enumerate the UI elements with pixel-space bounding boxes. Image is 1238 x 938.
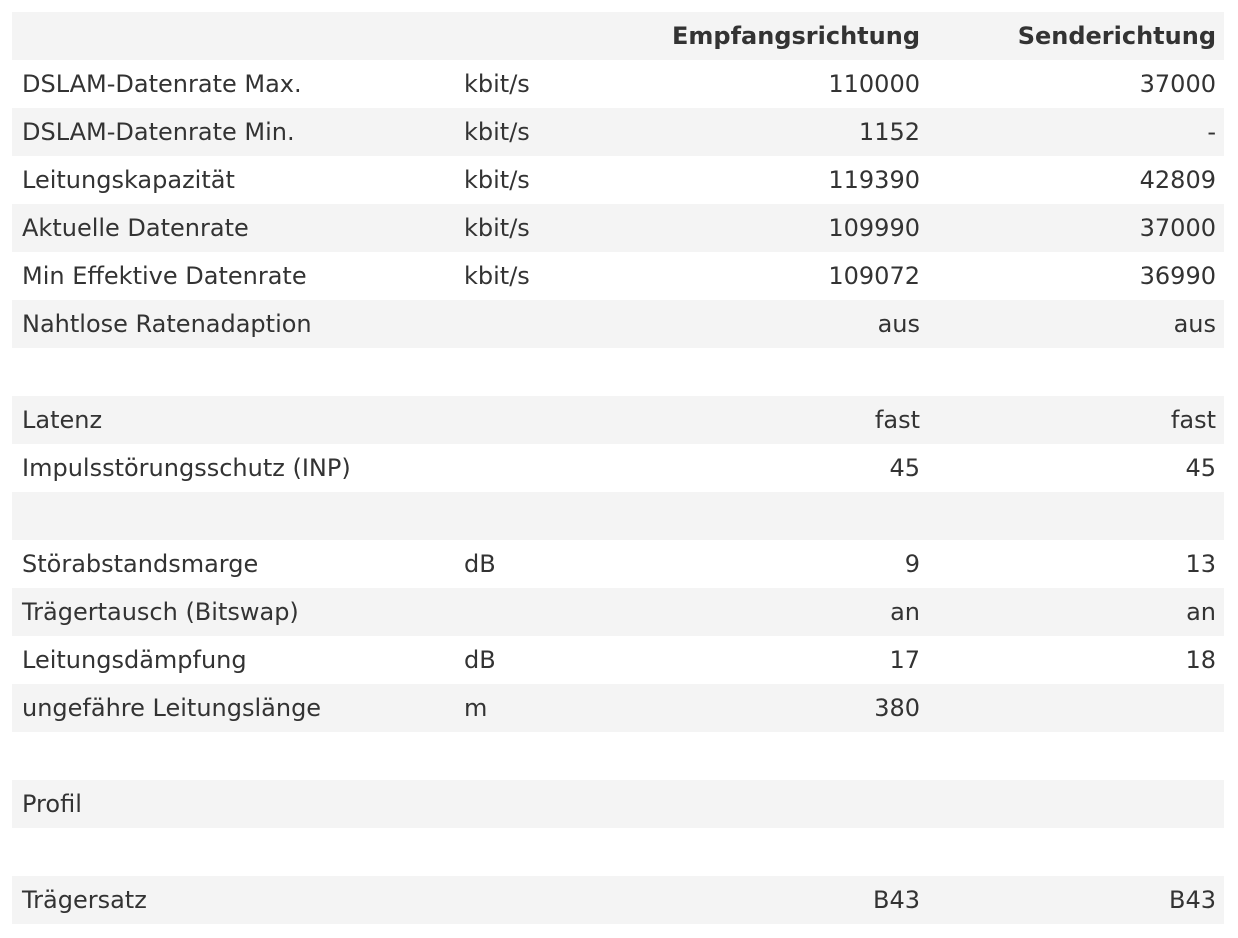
row-unit: kbit/s xyxy=(464,214,530,242)
table-row xyxy=(12,300,1224,348)
table-row xyxy=(12,588,1224,636)
row-label xyxy=(12,348,454,396)
row-unit xyxy=(454,444,594,492)
row-downstream-value: aus xyxy=(877,310,920,338)
table-row xyxy=(12,780,1224,828)
row-unit xyxy=(454,780,594,828)
table-row xyxy=(12,156,1224,204)
row-downstream-value: 17 xyxy=(889,646,920,674)
row-downstream-value: fast xyxy=(874,406,920,434)
row-label: DSLAM-Datenrate Min. xyxy=(22,118,295,146)
table-row xyxy=(12,444,1224,492)
row-label xyxy=(12,732,454,780)
table-row xyxy=(12,540,1224,588)
row-downstream-value xyxy=(594,348,928,396)
dsl-line-info-panel xyxy=(12,12,1224,924)
row-label xyxy=(12,828,454,876)
row-label: Profil xyxy=(22,790,82,818)
table-spacer-row xyxy=(12,348,1224,396)
row-unit: m xyxy=(464,694,488,722)
row-label: ungefähre Leitungslänge xyxy=(22,694,322,722)
header-unit xyxy=(454,12,594,60)
row-unit: kbit/s xyxy=(464,70,530,98)
row-label: Latenz xyxy=(22,406,103,434)
row-upstream-value: 13 xyxy=(1185,550,1216,578)
row-downstream-value xyxy=(594,828,928,876)
table-row xyxy=(12,636,1224,684)
row-unit xyxy=(454,348,594,396)
table-row xyxy=(12,60,1224,108)
row-downstream-value: 1152 xyxy=(858,118,920,146)
table-row xyxy=(12,876,1224,924)
row-downstream-value: 109072 xyxy=(828,262,920,290)
table-row xyxy=(12,684,1224,732)
row-downstream-value xyxy=(594,492,928,540)
row-label: Min Effektive Datenrate xyxy=(22,262,307,290)
row-downstream-value: 119390 xyxy=(828,166,920,194)
row-downstream-value: an xyxy=(890,598,920,626)
row-label: Trägersatz xyxy=(22,886,147,914)
table-spacer-row xyxy=(12,828,1224,876)
table-spacer-row xyxy=(12,492,1224,540)
row-upstream-value: 18 xyxy=(1185,646,1216,674)
row-downstream-value: 110000 xyxy=(828,70,920,98)
row-upstream-value: aus xyxy=(1173,310,1216,338)
row-upstream-value: 42809 xyxy=(1139,166,1216,194)
row-unit: kbit/s xyxy=(464,118,530,146)
row-upstream-value xyxy=(928,492,1224,540)
table-row xyxy=(12,252,1224,300)
row-unit: dB xyxy=(464,550,496,578)
row-unit xyxy=(454,300,594,348)
row-downstream-value: 380 xyxy=(874,694,920,722)
table-header-row xyxy=(12,12,1224,60)
row-unit xyxy=(454,732,594,780)
table-row xyxy=(12,108,1224,156)
row-unit: kbit/s xyxy=(464,166,530,194)
row-unit xyxy=(454,876,594,924)
row-downstream-value xyxy=(594,732,928,780)
row-upstream-value: 37000 xyxy=(1139,70,1216,98)
row-upstream-value: 45 xyxy=(1185,454,1216,482)
row-upstream-value xyxy=(928,828,1224,876)
row-downstream-value: 9 xyxy=(904,550,920,578)
row-label: Nahtlose Ratenadaption xyxy=(22,310,312,338)
row-label: Leitungskapazität xyxy=(22,166,235,194)
row-upstream-value: an xyxy=(1186,598,1216,626)
row-downstream-value: 45 xyxy=(889,454,920,482)
row-label: Aktuelle Datenrate xyxy=(22,214,249,242)
row-upstream-value: 36990 xyxy=(1139,262,1216,290)
row-upstream-value: 37000 xyxy=(1139,214,1216,242)
table-spacer-row xyxy=(12,732,1224,780)
row-label: Störabstandsmarge xyxy=(22,550,259,578)
table-row xyxy=(12,396,1224,444)
header-downstream: Empfangsrichtung xyxy=(672,22,920,50)
row-unit xyxy=(454,396,594,444)
row-upstream-value xyxy=(928,780,1224,828)
row-label: DSLAM-Datenrate Max. xyxy=(22,70,302,98)
row-label: Trägertausch (Bitswap) xyxy=(22,598,299,626)
row-upstream-value xyxy=(928,348,1224,396)
header-upstream: Senderichtung xyxy=(1017,22,1216,50)
row-label xyxy=(12,492,454,540)
row-label: Impulsstörungsschutz (INP) xyxy=(22,454,351,482)
dsl-line-info-table xyxy=(12,12,1224,924)
row-upstream-value: - xyxy=(1207,118,1216,146)
row-unit xyxy=(454,588,594,636)
row-unit xyxy=(454,492,594,540)
row-downstream-value xyxy=(594,780,928,828)
row-downstream-value: 109990 xyxy=(828,214,920,242)
row-upstream-value xyxy=(928,684,1224,732)
header-label xyxy=(12,12,454,60)
row-upstream-value: fast xyxy=(1170,406,1216,434)
row-upstream-value: B43 xyxy=(1168,886,1216,914)
row-unit: dB xyxy=(464,646,496,674)
row-downstream-value: B43 xyxy=(872,886,920,914)
row-label: Leitungsdämpfung xyxy=(22,646,247,674)
table-row xyxy=(12,204,1224,252)
row-upstream-value xyxy=(928,732,1224,780)
row-unit xyxy=(454,828,594,876)
row-unit: kbit/s xyxy=(464,262,530,290)
